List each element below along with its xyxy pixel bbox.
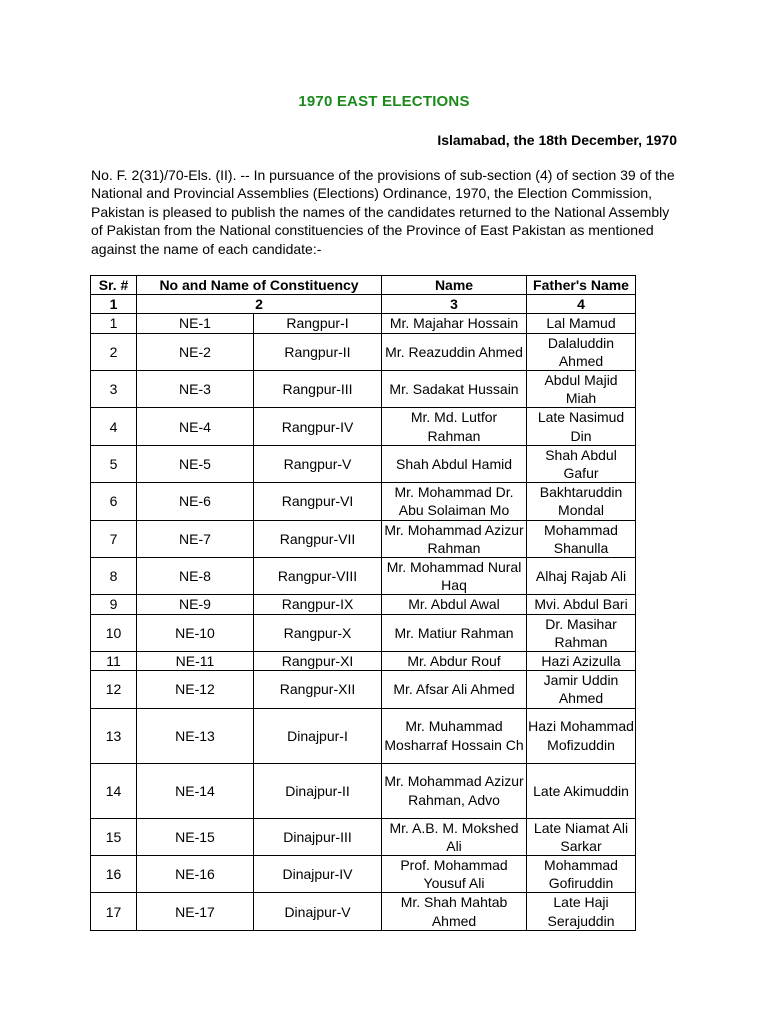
cell-father-name: Late Haji Serajuddin <box>527 893 636 930</box>
cell-constituency-no: NE-8 <box>137 558 254 595</box>
table-row <box>91 614 636 651</box>
table-row <box>91 483 636 520</box>
results-table <box>90 275 636 931</box>
cell-constituency-name: Rangpur-III <box>254 371 382 408</box>
cell-constituency-no: NE-12 <box>137 671 254 708</box>
cell-candidate-name: Mr. Mohammad Azizur Rahman <box>382 520 527 557</box>
cell-candidate-name: Mr. Abdur Rouf <box>382 652 527 671</box>
page-title: 1970 EAST ELECTIONS <box>298 93 470 110</box>
cell-constituency-no: NE-9 <box>137 595 254 614</box>
cell-candidate-name: Mr. Mohammad Dr. Abu Solaiman Mo <box>382 483 527 520</box>
cell-constituency-name: Dinajpur-IV <box>254 856 382 893</box>
header-sr: Sr. # <box>91 276 137 295</box>
cell-constituency-name: Dinajpur-I <box>254 708 382 763</box>
cell-constituency-no: NE-15 <box>137 818 254 855</box>
table-row <box>91 408 636 445</box>
cell-constituency-name: Rangpur-XI <box>254 652 382 671</box>
cell-constituency-no: NE-16 <box>137 856 254 893</box>
cell-constituency-no: NE-14 <box>137 763 254 818</box>
cell-father-name: Dr. Masihar Rahman <box>527 614 636 651</box>
table-row <box>91 595 636 614</box>
column-number: 3 <box>382 295 527 314</box>
cell-constituency-name: Rangpur-IX <box>254 595 382 614</box>
cell-constituency-name: Rangpur-IV <box>254 408 382 445</box>
table-header-row <box>91 276 636 295</box>
cell-candidate-name: Mr. Matiur Rahman <box>382 614 527 651</box>
cell-father-name: Late Akimuddin <box>527 763 636 818</box>
cell-sr: 3 <box>91 371 137 408</box>
cell-candidate-name: Mr. Shah Mahtab Ahmed <box>382 893 527 930</box>
header-name: Name <box>382 276 527 295</box>
table-row <box>91 333 636 370</box>
cell-constituency-name: Dinajpur-II <box>254 763 382 818</box>
table-row <box>91 652 636 671</box>
cell-sr: 4 <box>91 408 137 445</box>
cell-constituency-name: Dinajpur-III <box>254 818 382 855</box>
cell-father-name: Abdul Majid Miah <box>527 371 636 408</box>
cell-constituency-no: NE-2 <box>137 333 254 370</box>
cell-father-name: Late Nasimud Din <box>527 408 636 445</box>
cell-father-name: Hazi Mohammad Mofizuddin <box>527 708 636 763</box>
cell-sr: 16 <box>91 856 137 893</box>
cell-candidate-name: Mr. Sadakat Hussain <box>382 371 527 408</box>
cell-sr: 12 <box>91 671 137 708</box>
cell-constituency-no: NE-10 <box>137 614 254 651</box>
cell-father-name: Late Niamat Ali Sarkar <box>527 818 636 855</box>
cell-constituency-no: NE-13 <box>137 708 254 763</box>
cell-sr: 15 <box>91 818 137 855</box>
cell-candidate-name: Mr. A.B. M. Mokshed Ali <box>382 818 527 855</box>
cell-candidate-name: Mr. Afsar Ali Ahmed <box>382 671 527 708</box>
cell-constituency-no: NE-5 <box>137 445 254 482</box>
table-row <box>91 818 636 855</box>
table-row <box>91 856 636 893</box>
header-father: Father's Name <box>527 276 636 295</box>
table-row <box>91 763 636 818</box>
cell-sr: 11 <box>91 652 137 671</box>
cell-constituency-name: Rangpur-X <box>254 614 382 651</box>
cell-sr: 6 <box>91 483 137 520</box>
cell-constituency-no: NE-3 <box>137 371 254 408</box>
cell-constituency-name: Rangpur-II <box>254 333 382 370</box>
header-constituency: No and Name of Constituency <box>137 276 382 295</box>
cell-father-name: Lal Mamud <box>527 314 636 333</box>
table-row <box>91 520 636 557</box>
column-number: 1 <box>91 295 137 314</box>
cell-candidate-name: Mr. Majahar Hossain <box>382 314 527 333</box>
cell-constituency-name: Rangpur-VIII <box>254 558 382 595</box>
table-row <box>91 893 636 930</box>
cell-candidate-name: Mr. Mohammad Nural Haq <box>382 558 527 595</box>
cell-candidate-name: Mr. Reazuddin Ahmed <box>382 333 527 370</box>
cell-candidate-name: Mr. Mohammad Azizur Rahman, Advo <box>382 763 527 818</box>
cell-father-name: Mohammad Shanulla <box>527 520 636 557</box>
cell-father-name: Hazi Azizulla <box>527 652 636 671</box>
cell-sr: 14 <box>91 763 137 818</box>
cell-sr: 1 <box>91 314 137 333</box>
cell-candidate-name: Mr. Abdul Awal <box>382 595 527 614</box>
cell-candidate-name: Shah Abdul Hamid <box>382 445 527 482</box>
column-number-row <box>91 295 636 314</box>
intro-paragraph: No. F. 2(31)/70-Els. (II). -- In pursuance of the provisions of sub-section (4) of section 39 of the National and Provincial Assemblies (Elections) Ordinance, 1970, the Election Commission, Pakistan is pleased to publish the names of the candidates returned to the National Assembly of Pakistan from the National constituencies of the Province of East Pakistan as mentioned against the name of each candidate:- <box>91 167 675 257</box>
cell-sr: 17 <box>91 893 137 930</box>
cell-candidate-name: Mr. Muhammad Mosharraf Hossain Ch <box>382 708 527 763</box>
column-number: 2 <box>137 295 382 314</box>
table-row <box>91 371 636 408</box>
cell-constituency-name: Rangpur-XII <box>254 671 382 708</box>
column-number: 4 <box>527 295 636 314</box>
cell-constituency-name: Dinajpur-V <box>254 893 382 930</box>
table-row <box>91 558 636 595</box>
cell-constituency-name: Rangpur-VII <box>254 520 382 557</box>
cell-constituency-name: Rangpur-I <box>254 314 382 333</box>
cell-sr: 2 <box>91 333 137 370</box>
cell-constituency-no: NE-1 <box>137 314 254 333</box>
cell-constituency-name: Rangpur-VI <box>254 483 382 520</box>
cell-sr: 8 <box>91 558 137 595</box>
cell-father-name: Alhaj Rajab Ali <box>527 558 636 595</box>
cell-father-name: Jamir Uddin Ahmed <box>527 671 636 708</box>
cell-sr: 5 <box>91 445 137 482</box>
table-row <box>91 708 636 763</box>
cell-father-name: Dalaluddin Ahmed <box>527 333 636 370</box>
cell-constituency-name: Rangpur-V <box>254 445 382 482</box>
cell-father-name: Mvi. Abdul Bari <box>527 595 636 614</box>
cell-constituency-no: NE-7 <box>137 520 254 557</box>
cell-father-name: Shah Abdul Gafur <box>527 445 636 482</box>
table-row <box>91 671 636 708</box>
table-row <box>91 445 636 482</box>
cell-constituency-no: NE-6 <box>137 483 254 520</box>
cell-constituency-no: NE-17 <box>137 893 254 930</box>
cell-candidate-name: Prof. Mohammad Yousuf Ali <box>382 856 527 893</box>
cell-sr: 13 <box>91 708 137 763</box>
cell-father-name: Bakhtaruddin Mondal <box>527 483 636 520</box>
table-row <box>91 314 636 333</box>
cell-father-name: Mohammad Gofiruddin <box>527 856 636 893</box>
cell-candidate-name: Mr. Md. Lutfor Rahman <box>382 408 527 445</box>
cell-sr: 9 <box>91 595 137 614</box>
cell-constituency-no: NE-4 <box>137 408 254 445</box>
cell-constituency-no: NE-11 <box>137 652 254 671</box>
date-line: Islamabad, the 18th December, 1970 <box>437 132 677 148</box>
cell-sr: 10 <box>91 614 137 651</box>
cell-sr: 7 <box>91 520 137 557</box>
